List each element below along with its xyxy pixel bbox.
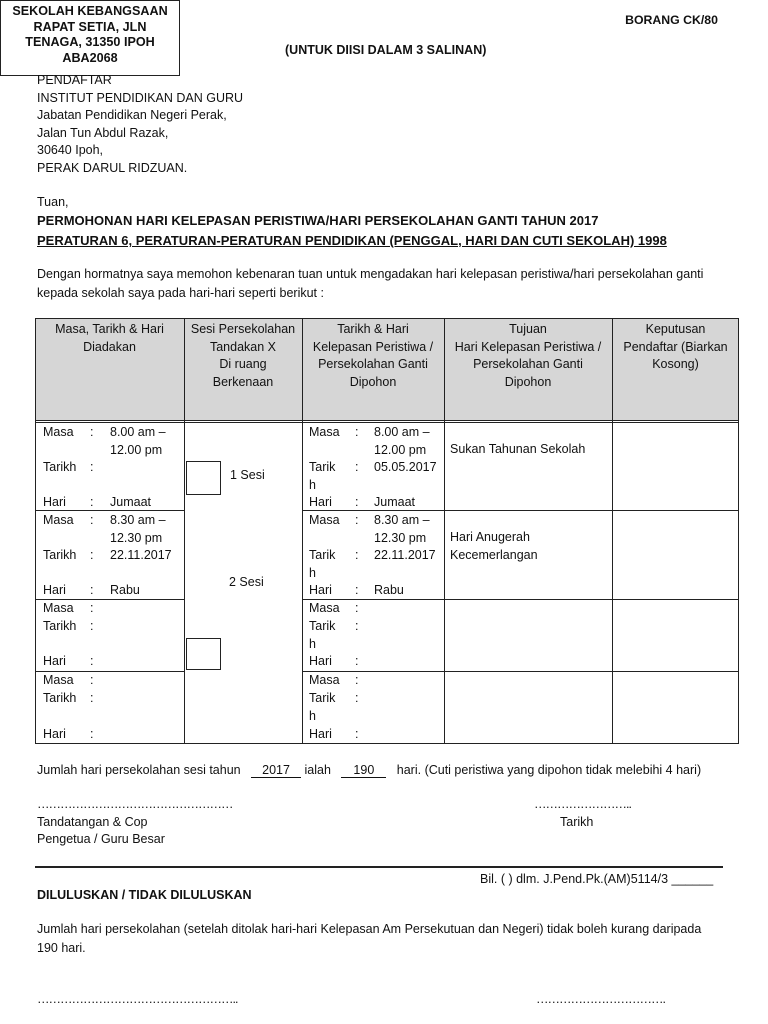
colon: : bbox=[90, 425, 94, 439]
summary-year-field[interactable]: 2017 bbox=[251, 763, 301, 778]
colon: : bbox=[90, 513, 94, 527]
label-tarikh: Tarik h bbox=[309, 460, 336, 492]
approval-status: DILULUSKAN / TIDAK DILULUSKAN bbox=[37, 888, 252, 902]
section-divider bbox=[35, 866, 723, 868]
intro-line-2: kepada sekolah saya pada hari-hari seperti berikut : bbox=[37, 286, 324, 300]
summary-days-field[interactable]: 190 bbox=[341, 763, 386, 778]
colon: : bbox=[90, 691, 94, 705]
colon: : bbox=[355, 601, 359, 615]
addressee-line: Jabatan Pendidikan Negeri Perak, bbox=[37, 108, 227, 122]
label-hari: Hari bbox=[43, 727, 66, 741]
colon: : bbox=[90, 495, 94, 509]
request-table bbox=[35, 318, 739, 744]
label-tarikh: Tarikh bbox=[43, 460, 77, 474]
note-line-2: 190 hari. bbox=[37, 941, 86, 955]
label-tarikh: Tarikh bbox=[43, 691, 77, 705]
summary-line bbox=[37, 763, 701, 778]
bottom-dots-left: …………………………………………….. bbox=[37, 992, 238, 1006]
label-tarikh: Tarik h bbox=[309, 691, 336, 723]
colon: : bbox=[90, 601, 94, 615]
sesi2-checkbox[interactable] bbox=[186, 638, 221, 670]
label-hari: Hari bbox=[43, 583, 66, 597]
addressee-line: INSTITUT PENDIDIKAN DAN GURU bbox=[37, 90, 244, 105]
summary-suffix: hari. (Cuti peristiwa yang dipohon tidak melebihi 4 hari) bbox=[396, 763, 702, 777]
colon: : bbox=[355, 673, 359, 687]
row1-tujuan: Sukan Tahunan Sekolah bbox=[450, 442, 586, 456]
colon: : bbox=[355, 495, 359, 509]
form-code: BORANG CK/80 bbox=[625, 13, 718, 27]
salutation: Tuan, bbox=[37, 195, 69, 209]
row2-tujuan: Hari Anugerah Kecemerlangan bbox=[450, 530, 538, 562]
addressee-line: Jalan Tun Abdul Razak, bbox=[37, 125, 169, 140]
label-masa: Masa bbox=[309, 673, 340, 687]
row2-masa: 8.30 am – 12.30 pm bbox=[110, 513, 166, 545]
summary-middle: ialah bbox=[304, 763, 331, 777]
label-masa: Masa bbox=[43, 513, 74, 527]
label-masa: Masa bbox=[309, 601, 340, 615]
sesi1-label: 1 Sesi bbox=[230, 468, 265, 482]
row1-r-tarikh: 05.05.2017 bbox=[374, 460, 437, 474]
date-label: Tarikh bbox=[560, 815, 594, 829]
row1-masa: 8.00 am – 12.00 pm bbox=[110, 425, 166, 457]
row1-r-hari: Jumaat bbox=[374, 495, 415, 509]
colon: : bbox=[90, 673, 94, 687]
sesi1-checkbox[interactable] bbox=[186, 461, 221, 495]
colon: : bbox=[355, 513, 359, 527]
colon: : bbox=[90, 460, 94, 474]
subject-regulation: PERATURAN 6, PERATURAN-PERATURAN PENDIDIKAN (PENGGAL, HARI DAN CUTI SEKOLAH) 1998 bbox=[37, 233, 667, 248]
colon: : bbox=[90, 619, 94, 633]
colon: : bbox=[355, 425, 359, 439]
label-tarikh: Tarik h bbox=[309, 548, 336, 580]
addressee-line: 30640 Ipoh, bbox=[37, 143, 104, 157]
label-hari: Hari bbox=[43, 654, 66, 668]
signature-label: Tandatangan & Cop bbox=[37, 815, 148, 829]
summary-prefix: Jumlah hari persekolahan sesi tahun bbox=[37, 763, 241, 777]
row1-r-masa: 8.00 am – 12.00 pm bbox=[374, 425, 430, 457]
colon: : bbox=[355, 654, 359, 668]
school-line: RAPAT SETIA, JLN bbox=[33, 19, 147, 34]
colon: : bbox=[355, 583, 359, 597]
header-tujuan: Tujuan Hari Kelepasan Peristiwa / Persekolahan Ganti Dipohon bbox=[454, 322, 602, 389]
intro-line-1: Dengan hormatnya saya memohon kebenaran tuan untuk mengadakan hari kelepasan peristiwa/hari persekolahan ganti bbox=[37, 267, 704, 281]
row2-tarikh: 22.11.2017 bbox=[110, 548, 172, 562]
addressee-block bbox=[37, 72, 243, 177]
colon: : bbox=[90, 583, 94, 597]
colon: : bbox=[355, 727, 359, 741]
row1-hari: Jumaat bbox=[110, 495, 151, 509]
colon: : bbox=[355, 691, 359, 705]
note-line-1: Jumlah hari persekolahan (setelah ditolak hari-hari Kelepasan Am Persekutuan dan Negeri) tidak boleh kurang daripada bbox=[37, 922, 702, 936]
school-line: ABA2068 bbox=[62, 50, 118, 65]
colon: : bbox=[355, 548, 359, 562]
signature-role: Pengetua / Guru Besar bbox=[37, 832, 165, 846]
signature-dots-left: …………………………………………… bbox=[37, 797, 233, 811]
school-box bbox=[0, 0, 180, 76]
row2-r-masa: 8.30 am – 12.30 pm bbox=[374, 513, 430, 545]
label-tarikh: Tarikh bbox=[43, 548, 77, 562]
row2-r-tarikh: 22.11.2017 bbox=[374, 548, 436, 562]
label-masa: Masa bbox=[43, 673, 74, 687]
label-hari: Hari bbox=[309, 495, 332, 509]
signature-dots-right: …………………….. bbox=[534, 797, 631, 811]
row2-r-hari: Rabu bbox=[374, 583, 404, 597]
row2-hari: Rabu bbox=[110, 583, 140, 597]
reference-line: Bil. ( ) dlm. J.Pend.Pk.(AM)5114/3 ______ bbox=[480, 872, 714, 886]
addressee-line: PERAK DARUL RIDZUAN. bbox=[37, 160, 188, 175]
header-tarikh-hari: Tarikh & Hari Kelepasan Peristiwa / Persekolahan Ganti Dipohon bbox=[312, 322, 434, 389]
header-keputusan: Keputusan Pendaftar (Biarkan Kosong) bbox=[623, 322, 728, 371]
label-masa: Masa bbox=[309, 513, 340, 527]
label-tarikh: Tarik h bbox=[309, 619, 336, 651]
school-line: TENAGA, 31350 IPOH bbox=[25, 35, 155, 49]
label-hari: Hari bbox=[309, 654, 332, 668]
bottom-dots-right: ……………………………. bbox=[536, 992, 665, 1006]
subject-title: PERMOHONAN HARI KELEPASAN PERISTIWA/HARI PERSEKOLAHAN GANTI TAHUN 2017 bbox=[37, 213, 599, 228]
header-sesi: Sesi Persekolahan Tandakan X Di ruang Berkenaan bbox=[190, 322, 296, 389]
label-hari: Hari bbox=[309, 727, 332, 741]
sesi2-label: 2 Sesi bbox=[229, 575, 264, 589]
addressee-line: PENDAFTAR bbox=[37, 73, 112, 87]
colon: : bbox=[90, 654, 94, 668]
label-hari: Hari bbox=[43, 495, 66, 509]
label-masa: Masa bbox=[43, 601, 74, 615]
label-tarikh: Tarikh bbox=[43, 619, 77, 633]
label-masa: Masa bbox=[309, 425, 340, 439]
colon: : bbox=[90, 548, 94, 562]
colon: : bbox=[355, 460, 359, 474]
label-hari: Hari bbox=[309, 583, 332, 597]
colon: : bbox=[355, 619, 359, 633]
label-masa: Masa bbox=[43, 425, 74, 439]
header-masa-tarikh-hari: Masa, Tarikh & Hari Diadakan bbox=[55, 322, 164, 354]
colon: : bbox=[90, 727, 94, 741]
school-line: SEKOLAH KEBANGSAAN bbox=[12, 4, 168, 18]
copies-note: (UNTUK DIISI DALAM 3 SALINAN) bbox=[285, 43, 487, 57]
